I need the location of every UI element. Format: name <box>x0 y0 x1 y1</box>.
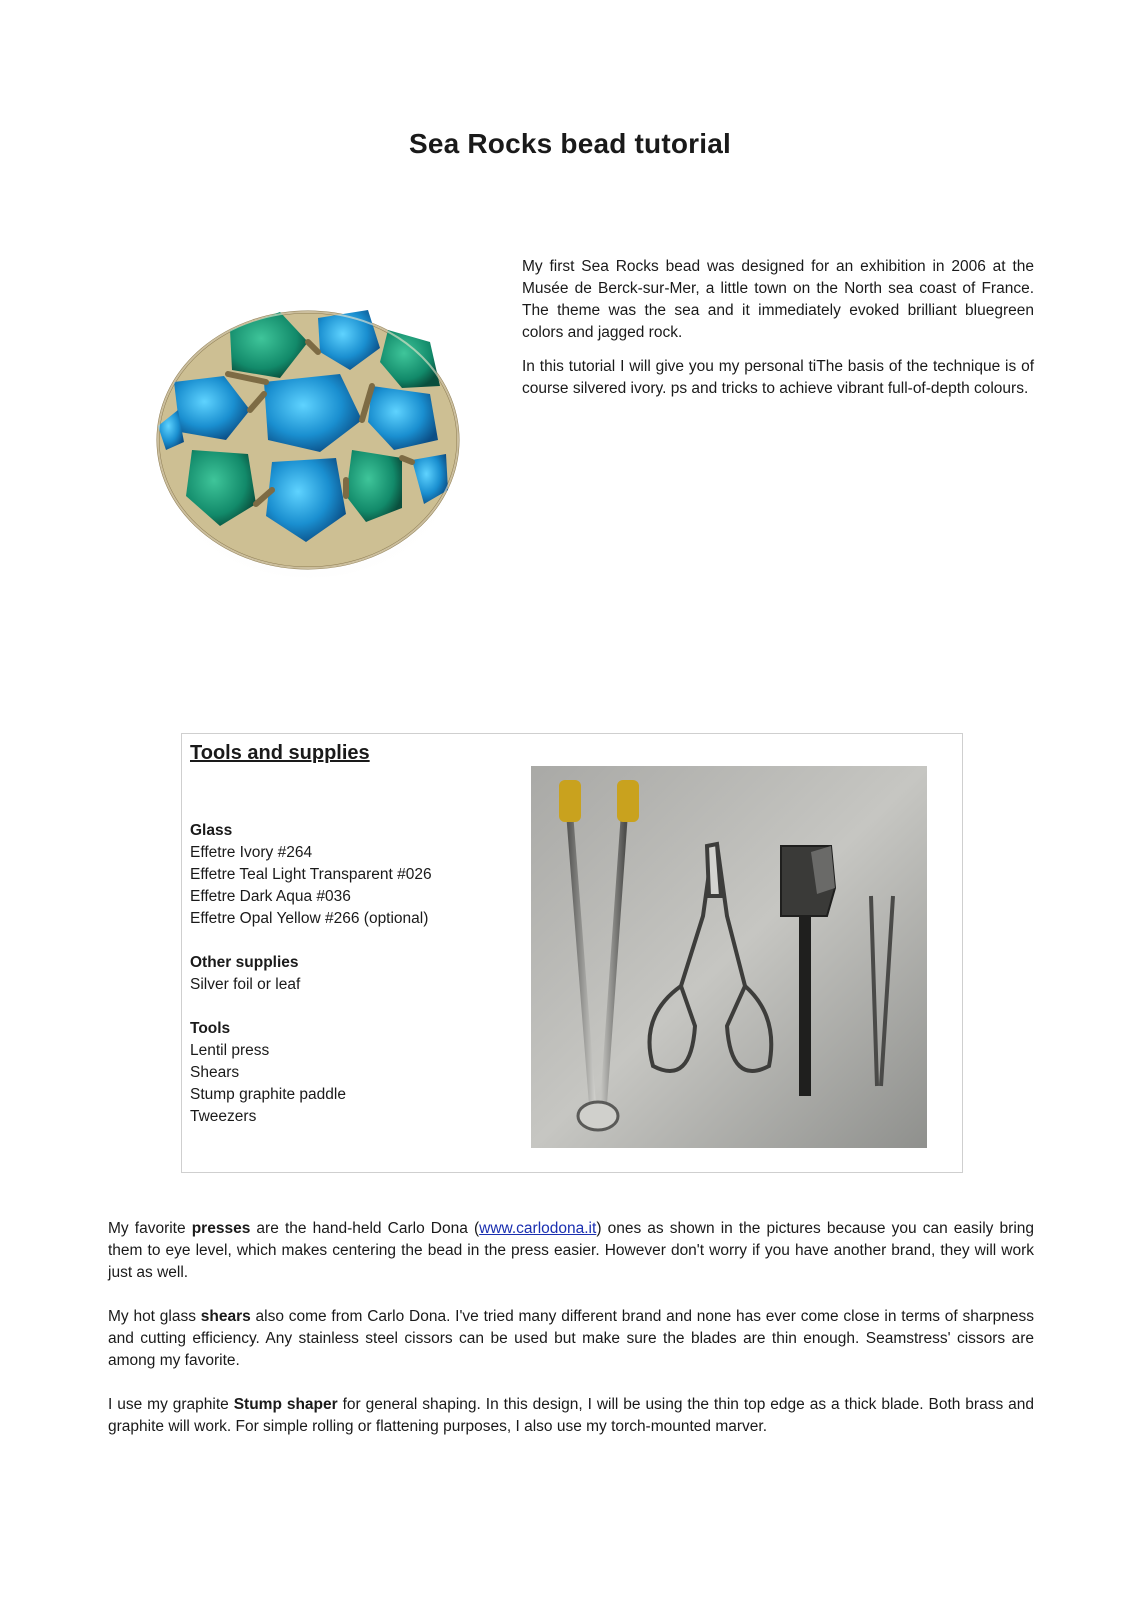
tools-title: Tools and supplies <box>190 742 370 764</box>
text-run: for general shaping. In this design, I will be using the thin top edge as a thick blade. Both brass and graphite will work. For simple rolling or flattening purposes, I also use my torch-mounted marver. <box>108 1396 1035 1435</box>
text-run: My hot glass <box>108 1308 201 1325</box>
text-run: I use my graphite <box>108 1396 234 1413</box>
list-item: Tweezers <box>190 1108 257 1125</box>
list-item: Effetre Opal Yellow #266 (optional) <box>190 910 429 927</box>
intro-paragraph: In this tutorial I will give you my personal tiThe basis of the technique is of course silvered ivory. ps and tricks to achieve vibrant full-of-depth colours. <box>522 358 1034 397</box>
bold-term: shears <box>200 1308 251 1325</box>
presses-paragraph <box>108 1218 1034 1284</box>
list-item: Effetre Teal Light Transparent #026 <box>190 866 432 883</box>
list-item: Lentil press <box>190 1042 270 1059</box>
body-text <box>108 1218 1034 1460</box>
tools-photo <box>531 766 927 1148</box>
list-item: Shears <box>190 1064 240 1081</box>
list-item: Stump graphite paddle <box>190 1086 346 1103</box>
carlodona-link[interactable]: www.carlodona.it <box>479 1220 597 1237</box>
text-run: ) ones as shown in the pictures because you can easily bring them to eye level, which makes centering the bead in the press easier. However don't worry if you have another brand, they will work just as well. <box>108 1220 1035 1281</box>
bold-term: presses <box>191 1220 251 1237</box>
glass-heading: Glass <box>190 822 233 839</box>
bead-photo <box>140 290 480 590</box>
other-supplies-heading: Other supplies <box>190 954 299 971</box>
text-run: also come from Carlo Dona. I've tried many different brand and none has ever come close in terms of sharpness and cutting efficiency. Any stainless steel cissors can be used but make sure the blades are thin enough. Seamstress' cissors are among my favorite. <box>108 1308 1034 1369</box>
tools-group <box>190 1018 432 1128</box>
list-item: Effetre Dark Aqua #036 <box>190 888 351 905</box>
other-supplies-group <box>190 952 432 996</box>
intro-text <box>522 256 1034 412</box>
tools-heading: Tools <box>190 1020 231 1037</box>
list-item: Effetre Ivory #264 <box>190 844 313 861</box>
tools-and-supplies-box <box>181 733 963 1173</box>
bold-term: Stump shaper <box>233 1396 338 1413</box>
text-run: My favorite <box>108 1220 192 1237</box>
shaper-paragraph <box>108 1394 1034 1438</box>
intro-paragraph: My first Sea Rocks bead was designed for an exhibition in 2006 at the Musée de Berck-sur-Mer, a little town on the North sea coast of France. The theme was the sea and it immediately evoked brilliant bluegreen colors and jagged rock. <box>522 258 1034 341</box>
shears-paragraph <box>108 1306 1034 1372</box>
text-run: are the hand-held Carlo Dona ( <box>250 1220 480 1237</box>
supplies-list <box>190 820 432 1150</box>
glass-group <box>190 820 432 930</box>
list-item: Silver foil or leaf <box>190 976 301 993</box>
page-title: Sea Rocks bead tutorial <box>408 128 732 159</box>
